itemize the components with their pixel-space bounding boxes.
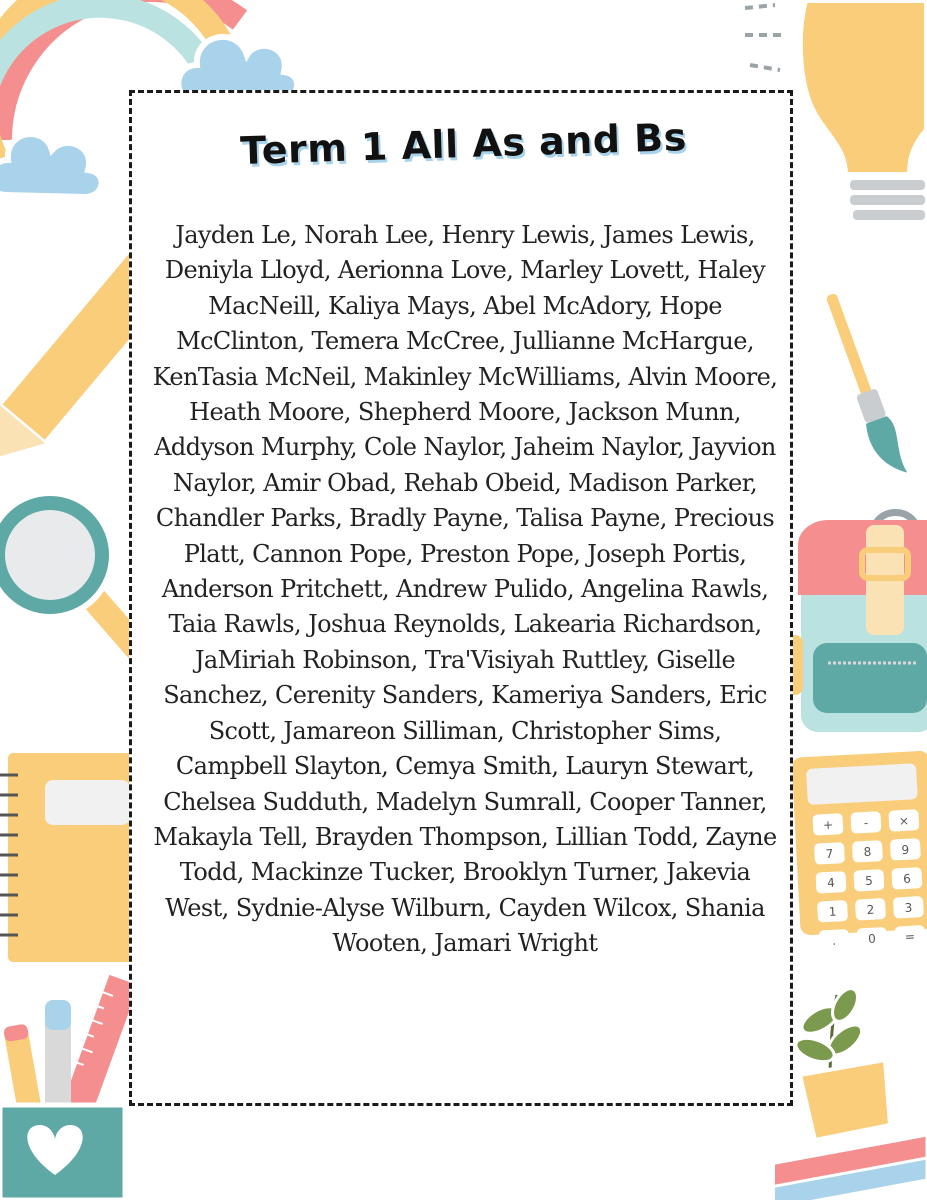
page-title: Term 1 All As and Bs — [239, 114, 688, 174]
calculator-key: 3 — [893, 896, 924, 919]
calculator-key: 4 — [815, 871, 846, 894]
calculator-key: 9 — [890, 838, 921, 861]
backpack-icon — [778, 505, 927, 740]
calculator-key: × — [888, 809, 919, 832]
calculator-key: 8 — [852, 840, 883, 863]
calculator-key: 5 — [853, 869, 884, 892]
calculator-key: + — [812, 813, 843, 836]
calculator-key: 1 — [817, 900, 848, 923]
calculator-key: . — [819, 929, 850, 952]
calculator-icon — [785, 744, 927, 948]
calculator-key: 2 — [855, 898, 886, 921]
calculator-key: 0 — [856, 927, 887, 950]
calculator-screen — [806, 763, 918, 805]
calculator-key: = — [894, 925, 925, 948]
student-names-list: Jayden Le, Norah Lee, Henry Lewis, James Lewis, Deniyla Lloyd, Aerionna Love, Marley Lovett, Haley MacNeill, Kaliya Mays, Abel McAdory, Hope McClinton, Temera McCree, Jullianne McHargue, KenTasia McNeil, Makinley McWilliams, Alvin Moore, Heath Moore, Shepherd Moore, Jackson Munn, Addyson Murphy, Cole Naylor, Jaheim Naylor, Jayvion Naylor, Amir Obad, Rehab Obeid, Madison Parker, Chandler Parks, Bradly Payne, Talisa Payne, Precious Platt, Cannon Pope, Preston Pope, Joseph Portis, Anderson Pritchett, Andrew Pulido, Angelina Rawls, Taia Rawls, Joshua Reynolds, Lakearia Richardson, JaMiriah Robinson, Tra'Visiyah Ruttley, Giselle Sanchez, Cerenity Sanders, Kameriya Sanders, Eric Scott, Jamareon Silliman, Christopher Sims, Campbell Slayton, Cemya Smith, Lauryn Stewart, Chelsea Sudduth, Madelyn Sumrall, Cooper Tanner, Makayla Tell, Brayden Thompson, Lillian Todd, Zayne Todd, Mackinze Tucker, Brooklyn Turner, Jakevia West, Sydnie-Alyse Wilburn, Cayden Wilcox, Shania Wooten, Jamari Wright — [152, 221, 778, 958]
calculator-keypad — [812, 808, 927, 951]
books-icon — [775, 1135, 927, 1200]
paintbrush-icon — [815, 285, 927, 485]
calculator-key: 7 — [814, 842, 845, 865]
plant-icon — [775, 975, 927, 1200]
calculator-key: 6 — [891, 867, 922, 890]
calculator-key: - — [850, 811, 881, 834]
